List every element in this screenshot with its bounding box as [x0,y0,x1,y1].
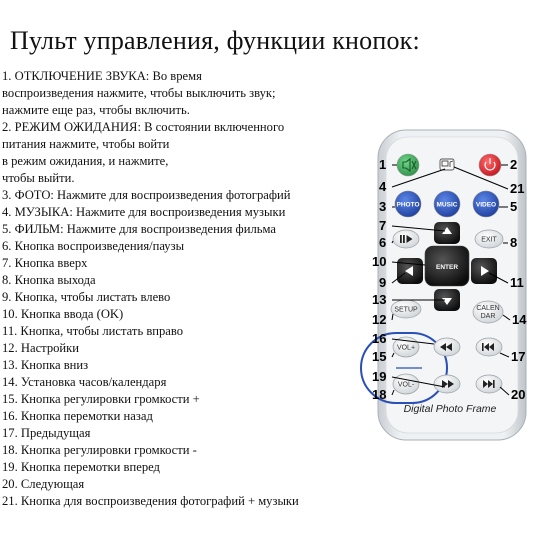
list-item: 1. ОТКЛЮЧЕНИЕ ЗВУКА: Во время [2,69,202,83]
list-item: 15. Кнопка регулировки громкости + [2,392,200,406]
list-item: 5. ФИЛЬМ: Нажмите для воспроизведения фильма [2,222,276,236]
list-item: 19. Кнопка перемотки вперед [2,460,160,474]
list-item: воспроизведения нажмите, чтобы выключить звук; [2,86,276,100]
list-item: 20. Следующая [2,477,85,491]
callout-11: 11 [510,275,524,290]
volume-up-label: VOL+ [396,344,416,352]
remote-brand-label: Digital Photo Frame [403,403,497,415]
callout-12: 12 [372,312,387,327]
callout-9: 9 [379,275,387,290]
callout-8: 8 [510,235,518,250]
power-button [479,154,501,176]
callout-19: 19 [372,369,387,384]
mute-button [397,154,419,176]
list-item: 11. Кнопка, чтобы листать вправо [2,324,184,338]
callout-17: 17 [511,349,526,364]
list-item: 8. Кнопка выхода [2,273,96,287]
list-item: питания нажмите, чтобы войти [2,137,170,151]
list-item: 4. МУЗЫКА: Нажмите для воспроизведения музыки [2,205,286,219]
callout-1: 1 [379,157,387,172]
calendar-button-label-2: DAR [480,313,496,320]
callout-18: 18 [372,387,387,402]
list-item: 14. Установка часов/календаря [2,375,167,389]
callout-21: 21 [510,181,525,196]
list-item: 2. РЕЖИМ ОЖИДАНИЯ: В состоянии включенного [2,120,285,134]
exit-button-label: EXIT [481,236,497,244]
list-item: 21. Кнопка для воспроизведения фотографий + музыки [2,494,299,508]
list-item: 17. Предыдущая [2,426,91,440]
list-item: 9. Кнопка, чтобы листать влево [2,290,171,304]
enter-button-label: ENTER [435,264,459,271]
list-item: 13. Кнопка вниз [2,358,89,372]
remote-control-illustration [350,125,550,445]
list-item: 12. Настройки [2,341,80,355]
volume-down-label: VOL- [397,381,415,389]
callout-5: 5 [510,199,518,214]
callout-16: 16 [372,331,387,346]
callout-6: 6 [379,235,387,250]
list-item: чтобы выйти. [2,171,75,185]
list-item: 10. Кнопка ввода (OK) [2,307,124,321]
callout-10: 10 [372,254,387,269]
callout-20: 20 [511,387,526,402]
list-item: 6. Кнопка воспроизведения/паузы [2,239,185,253]
list-item: в режим ожидания, и нажмите, [2,154,169,168]
list-item: 18. Кнопка регулировки громкости - [2,443,197,457]
video-button-label: VIDEO [475,201,497,209]
callout-15: 15 [372,349,387,364]
list-item: 16. Кнопка перемотки назад [2,409,153,423]
callout-2: 2 [510,157,518,172]
setup-button-label: SETUP [394,306,418,314]
calendar-button-label-1: CALEN [476,305,500,312]
callout-13: 13 [372,292,387,307]
callout-14: 14 [512,312,527,327]
photo-button-label: PHOTO [396,201,420,209]
callout-3: 3 [379,199,387,214]
list-item: 3. ФОТО: Нажмите для воспроизведения фотографий [2,188,291,202]
callout-4: 4 [379,179,387,194]
list-item: нажмите еще раз, чтобы включить. [2,103,190,117]
function-list [2,68,362,510]
callout-7: 7 [379,218,387,233]
music-button-label: MUSIC [436,201,458,209]
play-pause-button [393,230,419,248]
page-title: Пульт управления, функции кнопок: [10,26,420,55]
list-item: 7. Кнопка вверх [2,256,88,270]
